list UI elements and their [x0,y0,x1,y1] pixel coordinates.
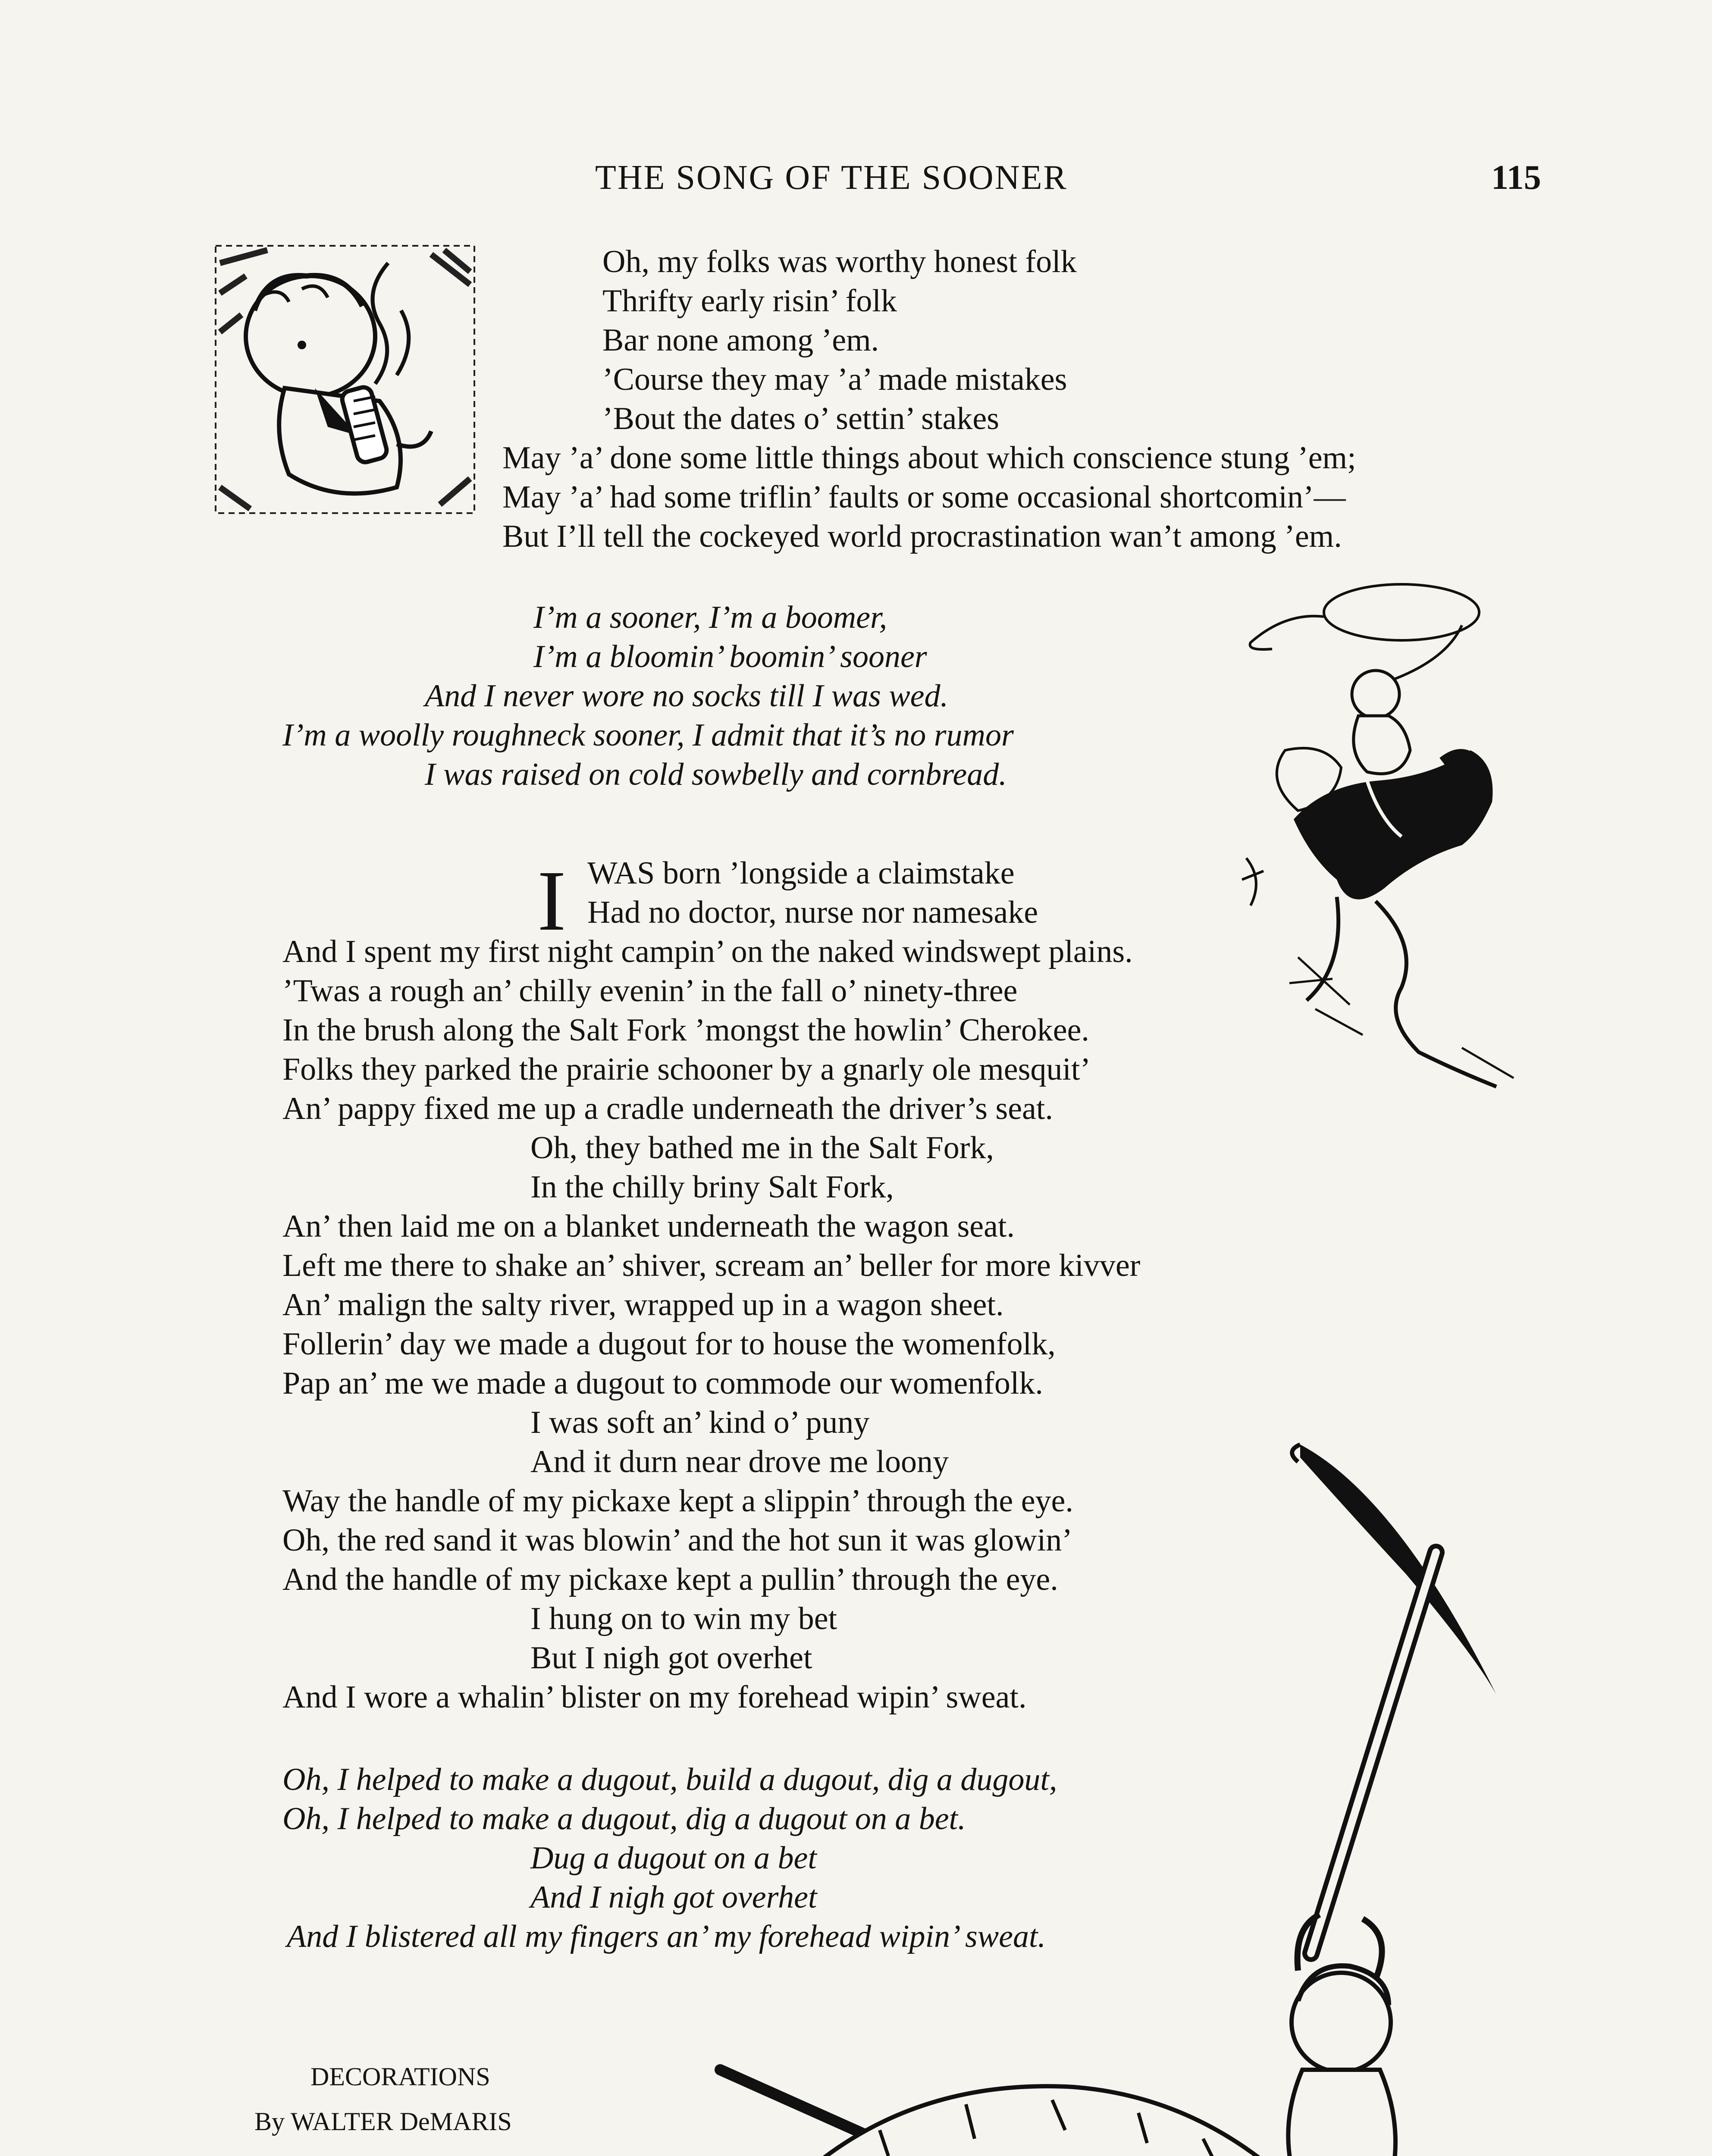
verse-line: ’Bout the dates o’ settin’ stakes [602,401,999,436]
verse-line: And I spent my first night campin’ on the naked windswept plains. [282,934,1133,969]
verse-line: An’ pappy fixed me up a cradle underneath the driver’s seat. [282,1091,1053,1126]
verse-line: Follerin’ day we made a dugout for to house the womenfolk, [282,1326,1056,1362]
verse-line: In the chilly briny Salt Fork, [530,1169,894,1205]
verse-line: ’Twas a rough an’ chilly evenin’ in the fall o’ ninety-three [282,973,1018,1009]
verse-line: And it durn near drove me loony [530,1444,949,1479]
baby-with-pickaxe-icon [233,1432,1527,2156]
verse-line: Had no doctor, nurse nor namesake [587,895,1038,930]
baby-cowboy-on-horse-icon [1238,578,1531,1095]
page-number: 115 [1491,159,1541,197]
chorus-line: Dug a dugout on a bet [530,1840,817,1876]
verse-line: Bar none among ’em. [602,323,879,358]
verse-line: In the brush along the Salt Fork ’mongst the howlin’ Cherokee. [282,1012,1089,1048]
chorus-line: And I never wore no socks till I was wed. [425,678,948,714]
verse-line: And the handle of my pickaxe kept a pullin’ through the eye. [282,1562,1058,1597]
verse-line: May ’a’ had some triflin’ faults or some occasional shortcomin’— [502,479,1346,515]
verse-line: Oh, they bathed me in the Salt Fork, [530,1130,994,1166]
chorus-line: Oh, I helped to make a dugout, dig a dugout on a bet. [282,1801,966,1836]
drop-cap: I [537,853,566,949]
credits-artist: By WALTER DeMARIS [254,2107,512,2136]
verse-line: WAS born ’longside a claimstake [587,856,1015,891]
verse-line: Way the handle of my pickaxe kept a slippin’ through the eye. [282,1483,1073,1519]
verse-line: Folks they parked the prairie schooner by a gnarly ole mesquit’ [282,1052,1091,1087]
verse-line: An’ malign the salty river, wrapped up in a wagon sheet. [282,1287,1004,1322]
verse-line: Oh, the red sand it was blowin’ and the hot sun it was glowin’ [282,1523,1072,1558]
credits-decorations: DECORATIONS [310,2062,490,2091]
verse-line: An’ then laid me on a blanket underneath the wagon seat. [282,1209,1015,1244]
chorus-line: And I blistered all my fingers an’ my forehead wipin’ sweat. [287,1919,1046,1954]
verse-line: And I wore a whalin’ blister on my forehead wipin’ sweat. [282,1680,1027,1715]
verse-line: Left me there to shake an’ shiver, scream an’ beller for more kivver [282,1248,1141,1283]
chorus-line: I’m a woolly roughneck sooner, I admit that it’s no rumor [282,718,1014,753]
verse-line: But I nigh got overhet [530,1640,812,1676]
verse-line: Pap an’ me we made a dugout to commode our womenfolk. [282,1366,1043,1401]
verse-line: Thrifty early risin’ folk [602,283,897,319]
verse-line: I was soft an’ kind o’ puny [530,1405,870,1440]
chorus-line: I’m a bloomin’ boomin’ sooner [533,639,927,674]
chorus-line: I was raised on cold sowbelly and cornbread. [425,757,1007,792]
verse-line: ’Course they may ’a’ made mistakes [602,362,1067,397]
chorus-line: And I nigh got overhet [530,1880,817,1915]
verse-line: I hung on to win my bet [530,1601,837,1636]
verse-line: But I’ll tell the cockeyed world procrastination wan’t among ’em. [502,519,1342,554]
verse-line: Oh, my folks was worthy honest folk [602,244,1077,279]
chorus-line: I’m a sooner, I’m a boomer, [533,600,887,635]
verse-line: May ’a’ done some little things about which conscience stung ’em; [502,440,1356,476]
baby-smoking-pipe-icon [216,246,474,513]
chorus-line: Oh, I helped to make a dugout, build a dugout, dig a dugout, [282,1762,1057,1797]
running-title: THE SONG OF THE SOONER [595,159,1068,197]
